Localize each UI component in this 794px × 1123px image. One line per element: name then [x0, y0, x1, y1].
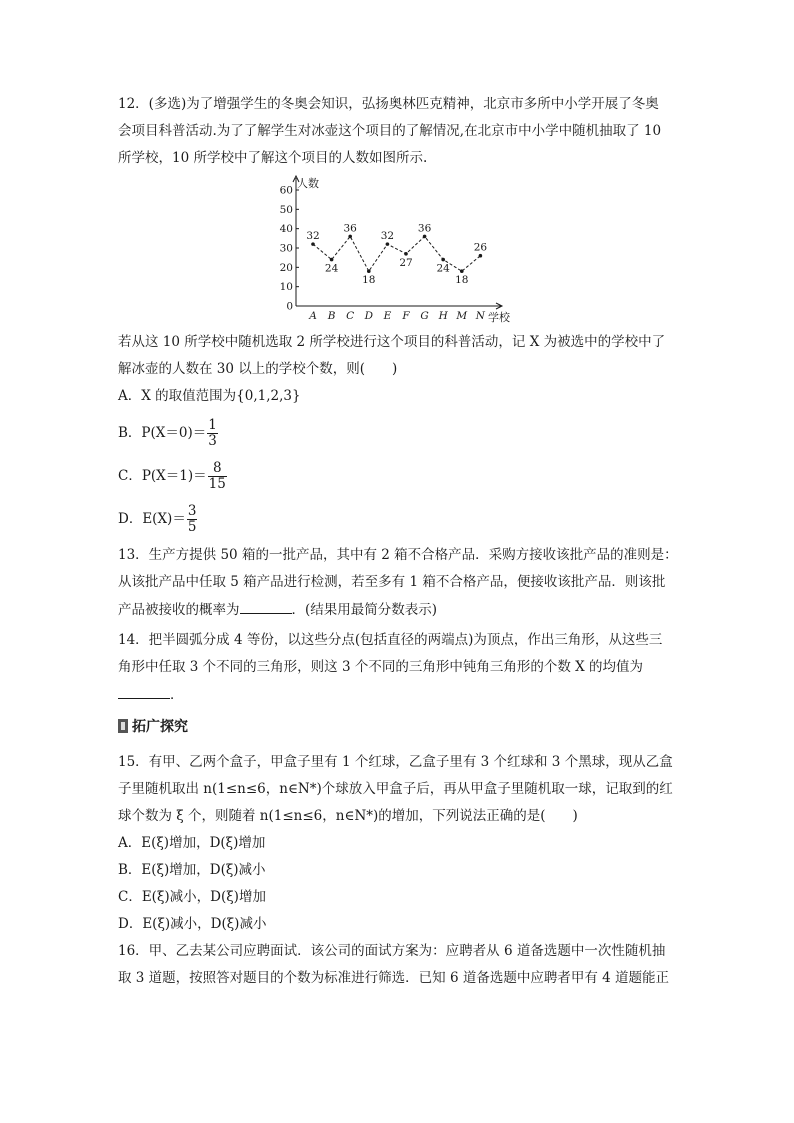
data-label: 36	[417, 222, 432, 235]
data-point	[460, 269, 464, 273]
q15-option-c: C．E(ξ)减小，D(ξ)增加	[118, 889, 266, 905]
data-point	[386, 242, 390, 246]
q15-line-3: 球个数为 ξ 个，则随着 n(1≤n≤6，n∈N*)的增加，下列说法正确的是( )	[118, 808, 578, 824]
q15-option-a: A．E(ξ)增加，D(ξ)增加	[118, 835, 266, 851]
q15-option-d: D．E(ξ)减小，D(ξ)减小	[118, 916, 267, 932]
q15-option-b: B．E(ξ)增加，D(ξ)减小	[118, 862, 266, 878]
data-label: 32	[380, 230, 395, 243]
q16-line-2: 取 3 道题，按照答对题目的个数为标准进行筛选．已知 6 道备选题中应聘者甲有 4 道题能正	[118, 970, 670, 986]
data-label: 24	[324, 262, 339, 275]
q16-line-1: 16．甲、乙去某公司应聘面试．该公司的面试方案为：应聘者从 6 道备选题中一次性随机抽	[118, 943, 666, 959]
data-label: 26	[473, 241, 488, 254]
data-label: 36	[343, 222, 357, 235]
x-tick-label: F	[402, 310, 410, 322]
data-point	[330, 258, 334, 262]
section-marker-icon	[118, 719, 128, 733]
data-point	[367, 269, 371, 273]
q12-line-1: 12．(多选)为了增强学生的冬奥会知识，弘扬奥林匹克精神，北京市多所中小学开展了冬奥	[118, 96, 659, 112]
q12-option-d-text: D．E(X)＝	[118, 511, 186, 527]
y-tick-label: 0	[286, 300, 293, 313]
data-point	[404, 252, 408, 256]
q14-line-1: 14．把半圆弧分成 4 等份，以这些分点(包括直径的两端点)为顶点，作出三角形，从这些三	[118, 632, 663, 648]
fraction-denominator: 15	[208, 476, 226, 492]
chart-x-categories	[308, 310, 486, 322]
q12-option-b-fraction	[207, 418, 218, 449]
y-tick-label: 20	[279, 261, 293, 274]
q14-line-3	[118, 684, 184, 705]
x-tick-label: C	[346, 310, 355, 322]
data-label: 32	[306, 230, 320, 243]
answer-blank[interactable]	[240, 599, 292, 614]
chart-x-label: 学校	[488, 311, 510, 324]
q12-option-b	[118, 416, 218, 450]
school-count-line-chart	[270, 172, 520, 324]
chart-y-label: 人数	[297, 177, 319, 190]
q12-after-line-2: 解冰壶的人数在 30 以上的学校个数，则( )	[118, 361, 398, 377]
data-label: 18	[362, 274, 376, 287]
q12-option-d-fraction	[187, 504, 198, 535]
q12-after-line-1: 若从这 10 所学校中随机选取 2 所学校进行这个项目的科普活动，记 X 为被选中的学校中了	[118, 334, 666, 350]
q12-option-d	[118, 502, 197, 536]
x-tick-label: A	[309, 310, 317, 322]
data-point	[479, 254, 483, 258]
x-tick-label: B	[327, 310, 336, 322]
x-tick-label: M	[456, 310, 468, 322]
data-point	[311, 242, 315, 246]
q13-line-3-tail: ．(结果用最简分数表示)	[291, 602, 438, 618]
x-tick-label: D	[364, 310, 374, 322]
q13-line-1: 13．生产方提供 50 箱的一批产品，其中有 2 箱不合格产品．采购方接收该批产品的准则是：	[118, 547, 678, 563]
x-tick-label: E	[383, 310, 392, 322]
chart-axes	[293, 176, 502, 309]
q15-line-1: 15．有甲、乙两个盒子，甲盒子里有 1 个红球，乙盒子里有 3 个红球和 3 个黑球，现从乙盒	[118, 754, 673, 770]
x-tick-label: H	[438, 310, 448, 322]
fraction-denominator: 3	[208, 433, 217, 449]
data-point	[348, 235, 352, 239]
q12-option-c-fraction	[208, 461, 227, 492]
q13-line-3-text: 产品被接收的概率为	[118, 602, 240, 618]
section-header	[118, 715, 188, 737]
chart-data-labels	[306, 222, 487, 286]
y-tick-label: 40	[279, 223, 293, 236]
q14-line-3-tail: ．	[170, 687, 184, 703]
fraction-numerator: 1	[208, 417, 217, 433]
fraction-numerator: 8	[208, 461, 227, 477]
x-tick-label: N	[475, 310, 485, 322]
q12-option-c-text: C．P(X＝1)＝	[118, 468, 207, 484]
q15-line-2: 子里随机取出 n(1≤n≤6，n∈N*)个球放入甲盒子后，再从甲盒子里随机取一球，记取到的红	[118, 781, 673, 797]
data-point	[423, 235, 427, 239]
q12-option-a: A．X 的取值范围为{0,1,2,3}	[118, 388, 301, 404]
q12-line-2: 会项目科普活动.为了了解学生对冰壶这个项目的了解情况,在北京市中小学中随机抽取了 10	[118, 123, 662, 139]
y-tick-label: 60	[279, 184, 293, 197]
q12-line-3: 所学校，10 所学校中了解这个项目的人数如图所示.	[118, 150, 428, 166]
q13-line-3	[118, 599, 437, 620]
q13-line-2: 从该批产品中任取 5 箱产品进行检测，若至多有 1 箱不合格产品，便接收该批产品．则该批	[118, 574, 666, 590]
data-label: 27	[399, 256, 413, 269]
answer-blank[interactable]	[118, 684, 170, 699]
fraction-denominator: 5	[187, 519, 197, 535]
fraction-numerator: 3	[187, 503, 197, 519]
q12-option-b-text: B．P(X＝0)＝	[118, 425, 207, 441]
y-tick-label: 30	[279, 242, 293, 255]
q14-line-2: 角形中任取 3 个不同的三角形，则这 3 个不同的三角形中钝角三角形的个数 X 的均值为	[118, 659, 644, 675]
x-tick-label: G	[420, 310, 429, 322]
data-label: 18	[455, 274, 469, 287]
y-tick-label: 10	[279, 281, 293, 294]
section-title: 拓广探究	[132, 719, 188, 735]
q12-option-c	[118, 459, 227, 493]
data-label: 24	[436, 262, 450, 275]
y-tick-label: 50	[279, 203, 293, 216]
data-point	[441, 258, 445, 262]
